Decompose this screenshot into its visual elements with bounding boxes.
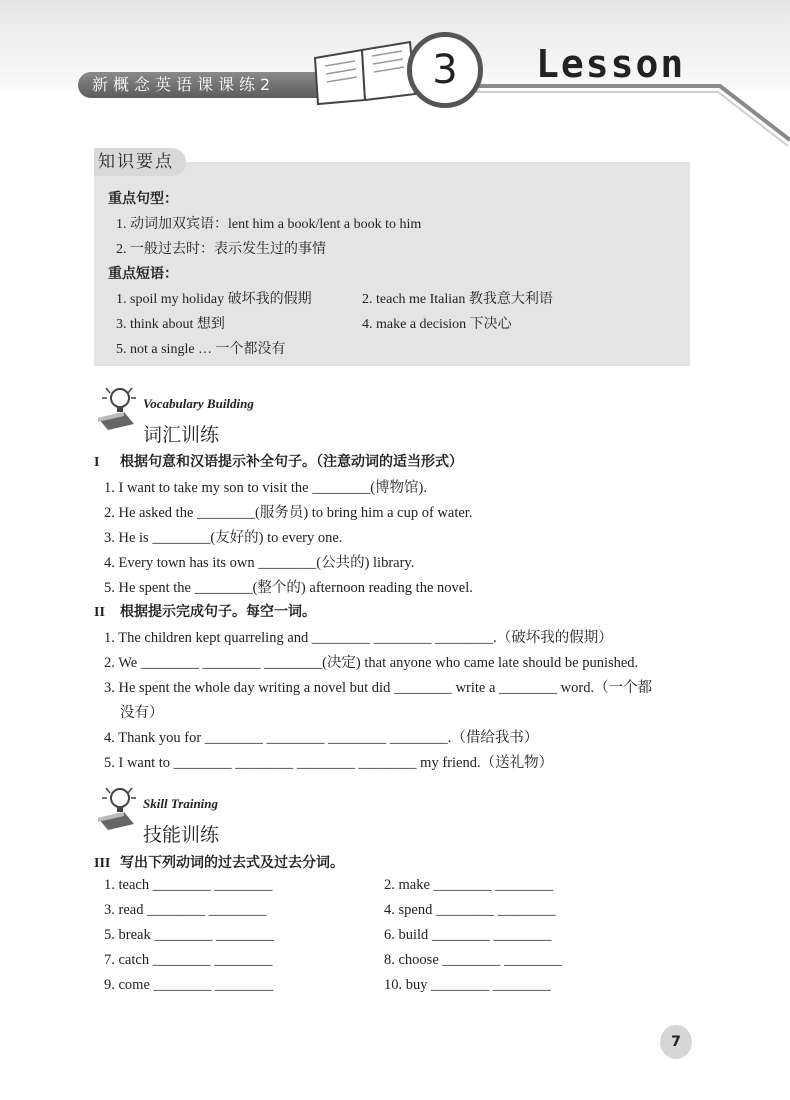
lightbulb-book-icon — [94, 784, 140, 832]
exercise-line: 1. I want to take my son to visit the ________(博物馆). — [104, 480, 427, 496]
part-3-instruction: 写出下列动词的过去式及过去分词。 — [120, 855, 344, 871]
exercise-line: 1. The children kept quarreling and ________ ________ ________.（破坏我的假期） — [104, 630, 613, 646]
verb-item: 3. read ________ ________ — [104, 902, 267, 918]
exercise-line: 4. Every town has its own ________(公共的) library. — [104, 555, 415, 571]
skill-section-title-zh: 技能训练 — [143, 824, 220, 846]
skill-section-title-en: Skill Training — [143, 796, 219, 811]
exercise-line: 3. He is ________(友好的) to every one. — [104, 530, 343, 546]
exercise-line: 5. He spent the ________(整个的) afternoon reading the novel. — [104, 580, 473, 596]
lesson-title: Lesson — [536, 42, 686, 86]
open-book-icon — [310, 38, 420, 108]
key-phrase-item: 3. think about 想到 — [116, 317, 225, 332]
part-1-heading — [94, 451, 463, 471]
part-1-number: I — [94, 455, 100, 470]
exercise-line: 3. He spent the whole day writing a novel but did ________ write a ________ word.（一个都 — [104, 680, 653, 696]
verb-item: 10. buy ________ ________ — [384, 977, 551, 993]
part-3-number: III — [94, 856, 111, 871]
page-number: 7 — [660, 1025, 692, 1059]
verb-item: 8. choose ________ ________ — [384, 952, 563, 968]
exercise-line: 5. I want to ________ ________ ________ ________ my friend.（送礼物） — [104, 755, 554, 771]
verb-item: 4. spend ________ ________ — [384, 902, 556, 918]
key-phrase-item: 4. make a decision 下决心 — [362, 317, 512, 332]
verb-item: 2. make ________ ________ — [384, 877, 554, 893]
exercise-line: 4. Thank you for ________ ________ ________ ________.（借给我书） — [104, 730, 539, 746]
verb-item: 5. break ________ ________ — [104, 927, 274, 943]
key-phrase-item: 2. teach me Italian 教我意大利语 — [362, 292, 553, 307]
part-3-heading — [94, 852, 344, 872]
key-points-box — [94, 162, 690, 366]
part-2-number: II — [94, 605, 105, 620]
part-2-instruction: 根据提示完成句子。每空一词。 — [120, 604, 316, 620]
key-phrases-heading: 重点短语： — [108, 266, 178, 282]
lesson-number-badge: 3 — [407, 32, 483, 108]
key-pattern-item: 2. 一般过去时：表示发生过的事情 — [116, 242, 326, 257]
key-pattern-item: 1. 动词加双宾语：lent him a book/lent a book to him — [116, 217, 422, 232]
key-points-title: 知识要点 — [94, 148, 186, 176]
part-2-heading — [94, 601, 316, 621]
exercise-line: 2. He asked the ________(服务员) to bring him a cup of water. — [104, 505, 473, 521]
series-title: 新概念英语课课练2 — [78, 72, 323, 98]
verb-item: 7. catch ________ ________ — [104, 952, 273, 968]
vocabulary-section-title-zh: 词汇训练 — [143, 424, 220, 446]
key-patterns-heading: 重点句型： — [108, 191, 178, 207]
key-phrase-item: 5. not a single … 一个都没有 — [116, 342, 286, 357]
lightbulb-book-icon — [94, 384, 140, 432]
verb-item: 1. teach ________ ________ — [104, 877, 273, 893]
key-phrase-item: 1. spoil my holiday 破坏我的假期 — [116, 292, 312, 307]
part-1-instruction: 根据句意和汉语提示补全句子。（注意动词的适当形式） — [120, 454, 463, 470]
exercise-line: 2. We ________ ________ ________(决定) that anyone who came late should be punished. — [104, 655, 639, 671]
exercise-line-continued: 没有） — [120, 705, 164, 721]
verb-item: 9. come ________ ________ — [104, 977, 274, 993]
vocabulary-section-title-en: Vocabulary Building — [143, 396, 254, 411]
verb-item: 6. build ________ ________ — [384, 927, 552, 943]
